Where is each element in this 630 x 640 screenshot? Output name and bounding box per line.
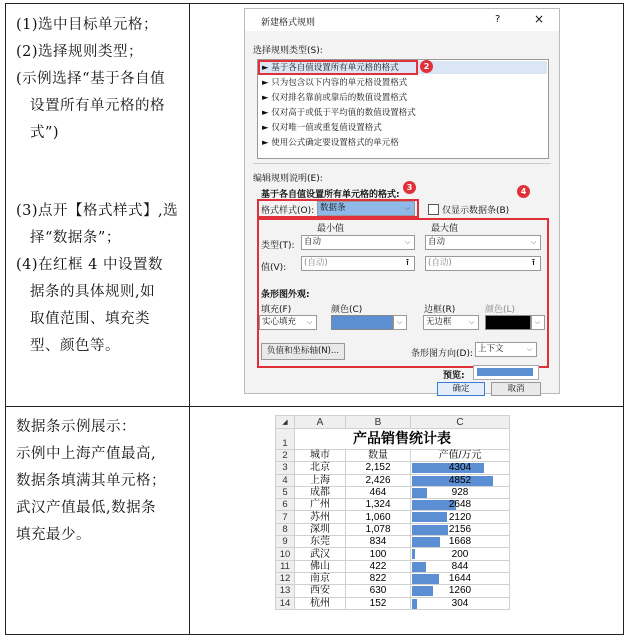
style-label: 格式样式(O): bbox=[261, 206, 315, 216]
table-row bbox=[276, 486, 510, 498]
instruction-line: 式”) bbox=[30, 125, 60, 141]
value-text: 1644 bbox=[448, 573, 472, 585]
value-cell[interactable] bbox=[411, 523, 510, 535]
max-type-value: 自动 bbox=[428, 237, 446, 247]
row-header[interactable]: 7 bbox=[276, 511, 295, 523]
row-header[interactable]: 11 bbox=[276, 560, 295, 572]
preview-bar bbox=[477, 368, 533, 376]
max-value: (自动) bbox=[428, 258, 452, 268]
data-bar bbox=[412, 525, 448, 535]
value-text: 4304 bbox=[448, 462, 472, 474]
rule-type-item[interactable]: ► 基于各自值设置所有单元格的格式 bbox=[262, 63, 399, 73]
data-rows bbox=[276, 462, 510, 610]
value-text: 1260 bbox=[448, 585, 472, 597]
qty-cell[interactable]: 464 bbox=[346, 486, 411, 498]
show-bar-only-checkbox[interactable] bbox=[428, 204, 439, 215]
qty-cell[interactable]: 2,426 bbox=[346, 474, 411, 486]
type-label: 类型(T): bbox=[261, 241, 295, 251]
min-value-input[interactable] bbox=[301, 256, 415, 271]
qty-cell[interactable]: 152 bbox=[346, 597, 411, 609]
table-row bbox=[276, 572, 510, 584]
show-bar-only-label: 仅显示数据条(B) bbox=[442, 206, 510, 216]
callout-box-2 bbox=[258, 60, 418, 75]
border-label: 边框(R) bbox=[424, 305, 456, 315]
table-row bbox=[276, 474, 510, 486]
row-header[interactable]: 2 bbox=[276, 450, 295, 462]
sales-table bbox=[275, 415, 510, 610]
min-type-select[interactable] bbox=[301, 235, 415, 250]
edit-rule-label: 编辑规则说明(E): bbox=[253, 174, 323, 184]
chevron-down-icon: ⌵ bbox=[530, 238, 537, 246]
qty-cell[interactable]: 1,324 bbox=[346, 499, 411, 511]
value-text: 2648 bbox=[448, 499, 472, 511]
column-header-c[interactable]: C bbox=[411, 416, 510, 429]
callout-badge-4: 4 bbox=[517, 185, 530, 198]
value-text: 304 bbox=[451, 597, 469, 609]
city-cell[interactable]: 苏州 bbox=[295, 511, 346, 523]
title-row bbox=[276, 429, 510, 450]
spreadsheet bbox=[275, 415, 510, 610]
value-text: 2120 bbox=[448, 511, 472, 523]
fill-label: 填充(F) bbox=[261, 305, 292, 315]
data-bar bbox=[412, 463, 484, 473]
corner-cell[interactable]: ◢ bbox=[276, 416, 295, 429]
table-row bbox=[276, 597, 510, 609]
table-row bbox=[276, 511, 510, 523]
instruction-line: (1)选中目标单元格； bbox=[16, 17, 159, 33]
city-cell[interactable]: 武汉 bbox=[295, 548, 346, 560]
instruction-line: 设置所有单元格的格 bbox=[30, 98, 165, 114]
callout-badge-2: 2 bbox=[420, 60, 433, 73]
instructions-top bbox=[16, 12, 186, 147]
instruction-line: 取值范围、填充类 bbox=[30, 311, 150, 327]
instruction-line: 据条的具体规则,如 bbox=[30, 284, 156, 300]
rule-type-label: 选择规则类型(S): bbox=[253, 46, 323, 56]
row-header[interactable]: 8 bbox=[276, 523, 295, 535]
new-format-rule-dialog bbox=[244, 8, 560, 394]
chevron-down-icon: ⌵ bbox=[396, 318, 403, 326]
divider bbox=[253, 163, 551, 164]
border-color-label: 颜色(L) bbox=[485, 305, 516, 315]
direction-select[interactable] bbox=[475, 342, 537, 357]
callout-badge-3: 3 bbox=[403, 181, 416, 194]
value-cell[interactable] bbox=[411, 548, 510, 560]
city-cell[interactable]: 成都 bbox=[295, 486, 346, 498]
value-cell[interactable] bbox=[411, 486, 510, 498]
help-button[interactable]: ? bbox=[495, 14, 501, 25]
chevron-down-icon: ⌵ bbox=[526, 345, 533, 353]
table-title[interactable]: 产品销售统计表 bbox=[295, 429, 510, 450]
direction-value: 上下文 bbox=[478, 344, 504, 354]
city-cell[interactable]: 上海 bbox=[295, 474, 346, 486]
city-cell[interactable]: 广州 bbox=[295, 499, 346, 511]
row-header[interactable]: 3 bbox=[276, 462, 295, 474]
rule-type-item[interactable]: ► 只为包含以下内容的单元格设置格式 bbox=[262, 78, 408, 88]
column-header-row bbox=[276, 416, 510, 429]
instruction-line: 型、颜色等。 bbox=[30, 338, 120, 354]
style-select[interactable] bbox=[317, 201, 415, 216]
value-cell[interactable] bbox=[411, 499, 510, 511]
header-qty[interactable]: 数量 bbox=[346, 450, 411, 462]
qty-cell[interactable]: 100 bbox=[346, 548, 411, 560]
data-bar bbox=[412, 549, 415, 559]
city-cell[interactable]: 杭州 bbox=[295, 597, 346, 609]
fill-color-dropdown[interactable] bbox=[393, 315, 407, 330]
data-bar bbox=[412, 586, 433, 596]
qty-cell[interactable]: 2,152 bbox=[346, 462, 411, 474]
chevron-down-icon: ⌵ bbox=[534, 318, 541, 326]
header-row bbox=[276, 450, 510, 462]
border-select[interactable] bbox=[423, 315, 479, 330]
instruction-line: (示例选择“基于各自值 bbox=[16, 71, 166, 87]
rule-type-item[interactable]: ► 使用公式确定要设置格式的单元格 bbox=[262, 138, 399, 148]
qty-cell[interactable]: 822 bbox=[346, 572, 411, 584]
color-label: 颜色(C) bbox=[331, 305, 363, 315]
fill-select[interactable] bbox=[259, 315, 317, 330]
border-color-dropdown[interactable] bbox=[531, 315, 545, 330]
fill-value: 实心填充 bbox=[262, 317, 297, 327]
value-cell[interactable] bbox=[411, 462, 510, 474]
max-type-select[interactable] bbox=[425, 235, 541, 250]
value-cell[interactable] bbox=[411, 572, 510, 584]
data-bar bbox=[412, 562, 426, 572]
qty-cell[interactable]: 834 bbox=[346, 536, 411, 548]
dialog-titlebar bbox=[245, 9, 559, 31]
chevron-down-icon: ⌵ bbox=[306, 318, 313, 326]
instruction-line: (3)点开【格式样式】,选 bbox=[16, 203, 179, 219]
table-row bbox=[276, 499, 510, 511]
min-header: 最小值 bbox=[317, 224, 345, 234]
value-label: 值(V): bbox=[261, 263, 287, 273]
value-cell[interactable] bbox=[411, 474, 510, 486]
max-value-input[interactable] bbox=[425, 256, 541, 271]
cancel-button[interactable]: 取消 bbox=[491, 382, 541, 396]
max-header: 最大值 bbox=[431, 224, 459, 234]
city-cell[interactable]: 北京 bbox=[295, 462, 346, 474]
qty-cell[interactable]: 630 bbox=[346, 585, 411, 597]
qty-cell[interactable]: 1,060 bbox=[346, 511, 411, 523]
value-cell[interactable] bbox=[411, 585, 510, 597]
chevron-down-icon: ⌵ bbox=[404, 238, 411, 246]
row-header[interactable]: 12 bbox=[276, 572, 295, 584]
border-color-picker[interactable] bbox=[485, 315, 531, 330]
format-heading: 基于各自值设置所有单元格的格式: bbox=[261, 190, 400, 200]
preview-box bbox=[473, 365, 539, 380]
value-cell[interactable] bbox=[411, 536, 510, 548]
table-row bbox=[276, 536, 510, 548]
instruction-line: (4)在红框 4 中设置数 bbox=[16, 257, 163, 273]
value-text: 2156 bbox=[448, 523, 472, 535]
value-text: 4852 bbox=[448, 474, 472, 486]
instruction-line: 数据条填满其单元格； bbox=[16, 473, 166, 489]
value-cell[interactable] bbox=[411, 511, 510, 523]
instructions-middle bbox=[16, 198, 186, 360]
rule-type-item[interactable]: ► 仅对唯一值或重复值设置格式 bbox=[262, 123, 382, 133]
qty-cell[interactable]: 422 bbox=[346, 560, 411, 572]
city-cell[interactable]: 西安 bbox=[295, 585, 346, 597]
instruction-line: 数据条示例展示： bbox=[16, 419, 136, 435]
data-bar bbox=[412, 599, 417, 609]
header-value[interactable]: 产值/万元 bbox=[411, 450, 510, 462]
row-header[interactable]: 14 bbox=[276, 597, 295, 609]
style-value: 数据条 bbox=[320, 203, 346, 213]
city-cell[interactable]: 佛山 bbox=[295, 560, 346, 572]
rule-type-item[interactable]: ► 仅对高于或低于平均值的数值设置格式 bbox=[262, 108, 416, 118]
data-bar bbox=[412, 574, 439, 584]
instruction-line: 示例中上海产值最高, bbox=[16, 446, 157, 462]
chevron-down-icon: ⌵ bbox=[404, 204, 411, 212]
instructions-bottom bbox=[16, 414, 186, 549]
border-value: 无边框 bbox=[426, 317, 452, 327]
row-header[interactable]: 13 bbox=[276, 585, 295, 597]
chevron-down-icon: ⌵ bbox=[468, 318, 475, 326]
value-text: 928 bbox=[451, 487, 469, 499]
min-value: (自动) bbox=[304, 258, 328, 268]
range-picker-icon[interactable]: ⭱ bbox=[531, 258, 536, 268]
table-row bbox=[276, 548, 510, 560]
value-cell[interactable] bbox=[411, 597, 510, 609]
data-bar bbox=[412, 488, 427, 498]
value-cell[interactable] bbox=[411, 560, 510, 572]
column-divider bbox=[189, 4, 190, 634]
row-header[interactable]: 4 bbox=[276, 474, 295, 486]
negative-axis-button[interactable]: 负值和坐标轴(N)... bbox=[261, 343, 345, 360]
value-text: 1668 bbox=[448, 536, 472, 548]
city-cell[interactable]: 东莞 bbox=[295, 536, 346, 548]
value-text: 844 bbox=[451, 560, 469, 572]
instruction-line: 填充最少。 bbox=[16, 527, 91, 543]
dialog-title: 新建格式规则 bbox=[261, 18, 316, 28]
row-header[interactable]: 5 bbox=[276, 486, 295, 498]
fill-color-picker[interactable] bbox=[331, 315, 393, 330]
table-row bbox=[276, 560, 510, 572]
rule-type-item[interactable]: ► 仅对排名靠前或靠后的数值设置格式 bbox=[262, 93, 408, 103]
qty-cell[interactable]: 1,078 bbox=[346, 523, 411, 535]
row-header[interactable]: 6 bbox=[276, 499, 295, 511]
preview-label: 预览: bbox=[443, 371, 465, 381]
row-divider bbox=[6, 406, 623, 407]
instruction-line: 择“数据条”； bbox=[30, 230, 121, 246]
ok-button[interactable]: 确定 bbox=[437, 382, 485, 396]
row-header[interactable]: 1 bbox=[276, 429, 295, 450]
table-row bbox=[276, 585, 510, 597]
column-header-a[interactable]: A bbox=[295, 416, 346, 429]
table-row bbox=[276, 523, 510, 535]
min-type-value: 自动 bbox=[304, 237, 322, 247]
row-header[interactable]: 10 bbox=[276, 548, 295, 560]
value-text: 200 bbox=[451, 548, 469, 560]
range-picker-icon[interactable]: ⭱ bbox=[405, 258, 410, 268]
direction-label: 条形图方向(D): bbox=[411, 349, 473, 359]
instruction-line: 武汉产值最低,数据条 bbox=[16, 500, 157, 516]
close-button[interactable]: × bbox=[534, 12, 545, 26]
city-cell[interactable]: 深圳 bbox=[295, 523, 346, 535]
column-header-b[interactable]: B bbox=[346, 416, 411, 429]
table-row bbox=[276, 462, 510, 474]
appearance-label: 条形图外观: bbox=[261, 290, 310, 300]
data-bar bbox=[412, 537, 440, 547]
instruction-line: (2)选择规则类型； bbox=[16, 44, 144, 60]
city-cell[interactable]: 南京 bbox=[295, 572, 346, 584]
row-header[interactable]: 9 bbox=[276, 536, 295, 548]
data-bar bbox=[412, 512, 447, 522]
header-city[interactable]: 城市 bbox=[295, 450, 346, 462]
